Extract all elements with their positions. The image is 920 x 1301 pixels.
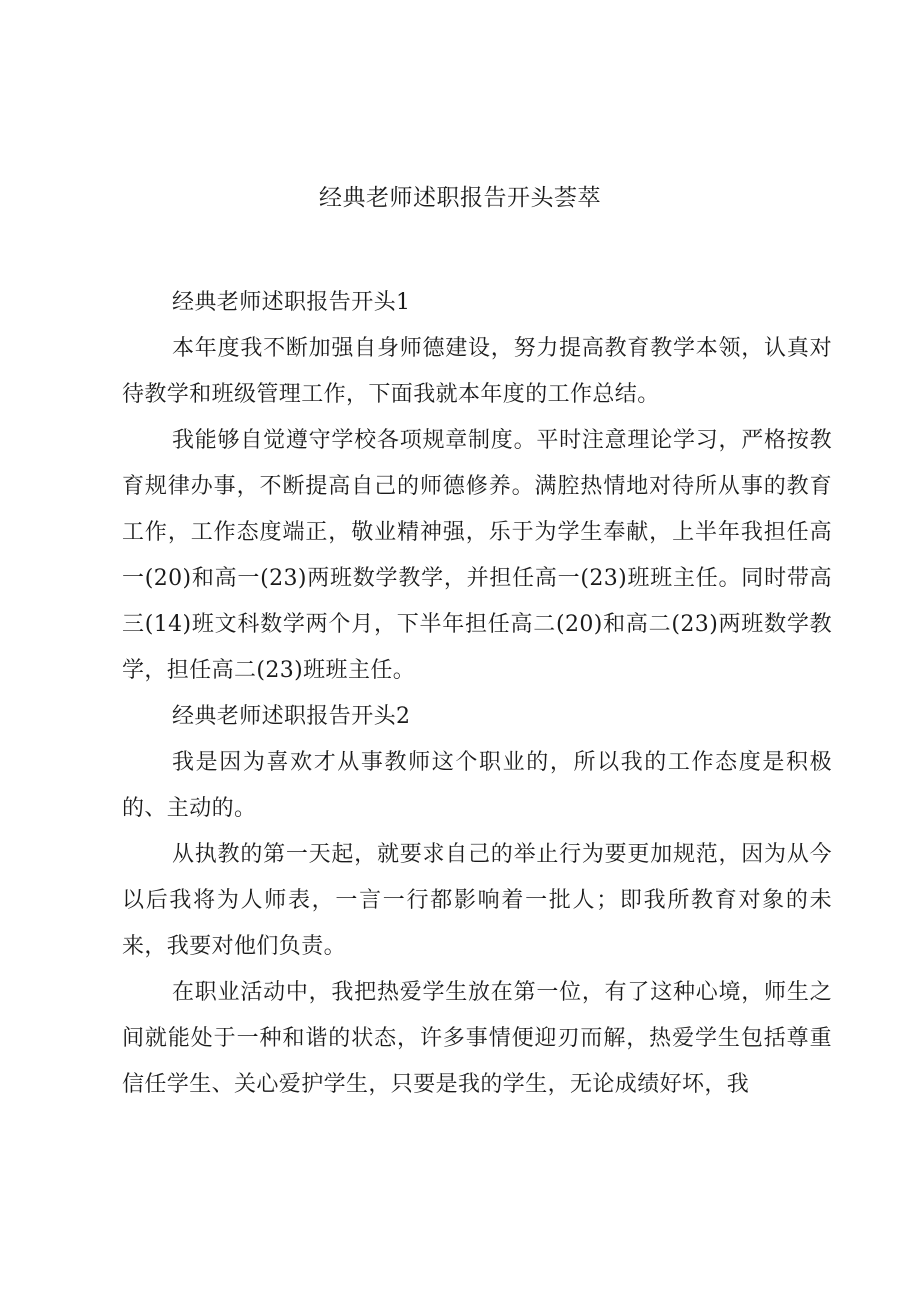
paragraph: 在职业活动中，我把热爱学生放在第一位，有了这种心境，师生之间就能处于一种和谐的状态，许多事情便迎刃而解，热爱学生包括尊重信任学生、关心爱护学生，只要是我的学生，无论成绩好坏，我	[122, 980, 832, 1097]
section-heading-2: 经典老师述职报告开头2	[172, 704, 411, 729]
section-heading-1: 经典老师述职报告开头1	[172, 290, 411, 315]
paragraph: 本年度我不断加强自身师德建设，努力提高教育教学本领，认真对待教学和班级管理工作，下面我就本年度的工作总结。	[122, 336, 832, 407]
document-body	[122, 280, 832, 1108]
paragraph: 我能够自觉遵守学校各项规章制度。平时注意理论学习，严格按教育规律办事，不断提高自己的师德修养。满腔热情地对待所从事的教育工作，工作态度端正，敬业精神强，乐于为学生奉献，上半年我担任高一(20)和高一(23)两班数学教学，并担任高一(23)班班主任。同时带高三(14)班文科数学两个月，下半年担任高二(20)和高二(23)两班数学教学，担任高二(23)班班主任。	[122, 428, 832, 683]
paragraph: 从执教的第一天起，就要求自己的举止行为要更加规范，因为从今以后我将为人师表，一言一行都影响着一批人；即我所教育对象的未来，我要对他们负责。	[122, 842, 832, 959]
paragraph: 我是因为喜欢才从事教师这个职业的，所以我的工作态度是积极的、主动的。	[122, 750, 832, 821]
document-title: 经典老师述职报告开头荟萃	[319, 185, 601, 211]
